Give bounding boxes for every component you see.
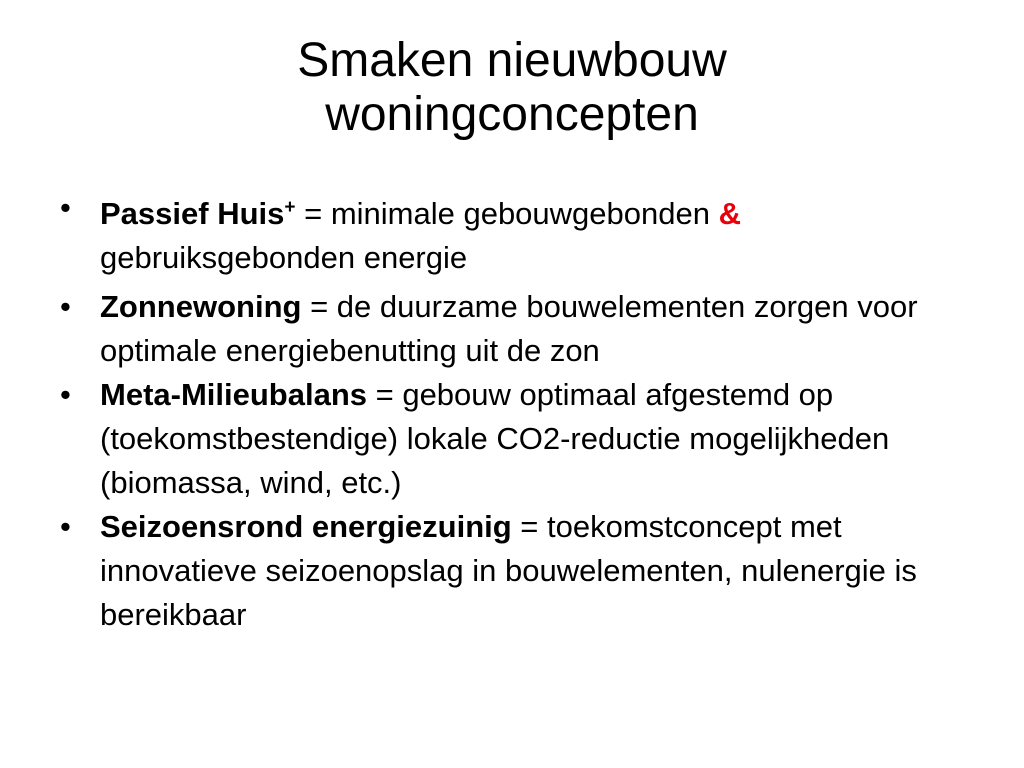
bullet-text: = de duurzame bouwelementen zorgen voor optimale energiebenutting uit de zon (100, 289, 918, 368)
bullet-text-continued: gebruiksgebonden energie (100, 240, 468, 275)
bullet-term-superscript: + (284, 197, 296, 218)
bullet-term: Passief Huis (100, 196, 285, 231)
bullet-text: = toekomstconcept met innovatieve seizoenopslag in bouwelementen, nulenergie is bereikbaar (100, 509, 917, 632)
bullet-icon: • (60, 377, 71, 412)
slide-title-line-1: Smaken nieuwbouw (297, 34, 727, 87)
bullet-term: Zonnewoning (100, 289, 302, 324)
bullet-icon: • (60, 289, 71, 324)
bullet-icon: • (60, 190, 71, 225)
bullet-item-passief-huis (60, 186, 965, 280)
bullet-item-seizoensrond (60, 505, 965, 637)
slide-title-line-2: woningconcepten (325, 88, 699, 141)
bullet-item-zonnewoning (60, 285, 965, 373)
highlight-ampersand: & (718, 196, 741, 231)
bullet-text: = gebouw optimaal afgestemd op (toekomstbestendige) lokale CO2-reductie mogelijkheden (biomassa, wind, etc.) (100, 377, 890, 500)
bullet-item-meta-milieubalans (60, 373, 965, 505)
bullet-term: Seizoensrond energiezuinig (100, 509, 512, 544)
bullet-text: = minimale gebouwgebonden (295, 196, 719, 231)
bullet-icon: • (60, 509, 71, 544)
slide-title (0, 34, 1024, 142)
bullet-term: Meta-Milieubalans (100, 377, 367, 412)
bullet-list (60, 186, 965, 637)
